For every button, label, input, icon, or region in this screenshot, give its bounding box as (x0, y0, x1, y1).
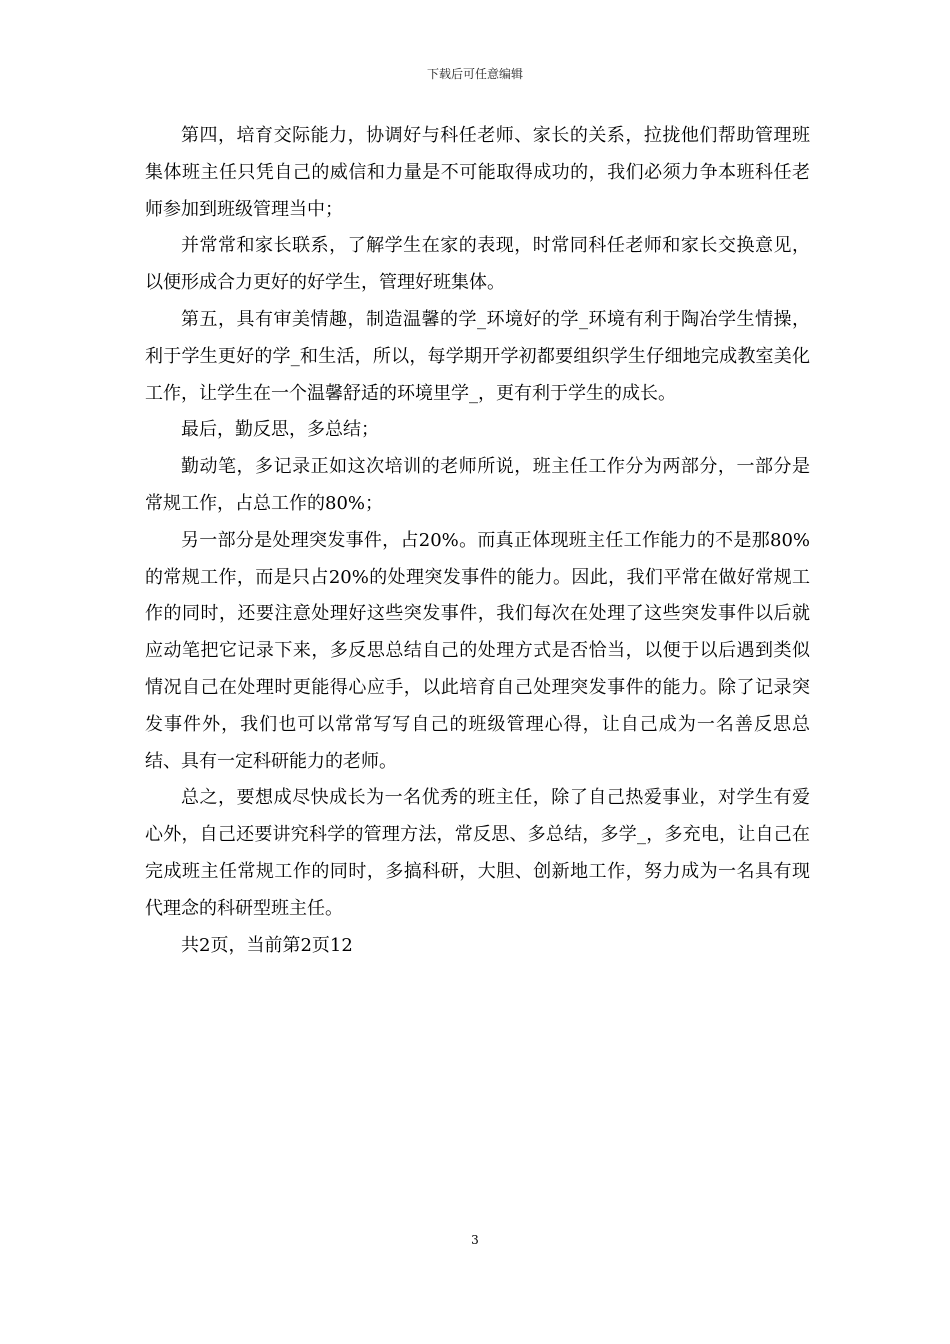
paragraph-parent-contact: 并常常和家长联系，了解学生在家的表现，时常同科任老师和家长交换意见，以便形成合力更好的好学生，管理好班集体。 (145, 235, 810, 294)
document-body (145, 118, 810, 964)
paragraph-emergencies: 另一部分是处理突发事件，占20%。而真正体现班主任工作能力的不是那80%的常规工作，而是只占20%的处理突发事件的能力。因此，我们平常在做好常规工作的同时，还要注意处理好这些突发事件，我们每次在处理了这些突发事件以后就应动笔把它记录下来，多反思总结自己的处理方式是否恰当，以便于以后遇到类似情况自己在处理时更能得心应手，以此培育自己处理突发事件的能力。除了记录突发事件外，我们也可以常常写写自己的班级管理心得，让自己成为一名善反思总结、具有一定科研能力的老师。 (145, 529, 810, 772)
paragraph-fifth-point: 第五，具有审美情趣，制造温馨的学_环境好的学_环境有利于陶冶学生情操，利于学生更好的学_和生活，所以，每学期开学初都要组织学生仔细地完成教室美化工作，让学生在一个温馨舒适的环境里学_，更有利于学生的成长。 (145, 308, 810, 404)
paragraph-finally: 最后，勤反思，多总结； (181, 419, 379, 441)
paragraph-record-notes: 勤动笔，多记录正如这次培训的老师所说，班主任工作分为两部分，一部分是常规工作，占总工作的80%； (145, 456, 810, 514)
page-header: 下载后可任意编辑 (426, 67, 523, 81)
page-count-note: 共2页，当前第2页12 (181, 934, 353, 956)
page-number: 3 (471, 1233, 479, 1247)
paragraph-fourth-point: 第四，培育交际能力，协调好与科任老师、家长的关系，拉拢他们帮助管理班集体班主任只凭自己的威信和力量是不可能取得成功的，我们必须力争本班科任老师参加到班级管理当中； (145, 125, 810, 220)
paragraph-conclusion: 总之，要想成尽快成长为一名优秀的班主任，除了自己热爱事业，对学生有爱心外，自己还要讲究科学的管理方法，常反思、多总结，多学_，多充电，让自己在完成班主任常规工作的同时，多搞科研，大胆、创新地工作，努力成为一名具有现代理念的科研型班主任。 (145, 787, 810, 919)
